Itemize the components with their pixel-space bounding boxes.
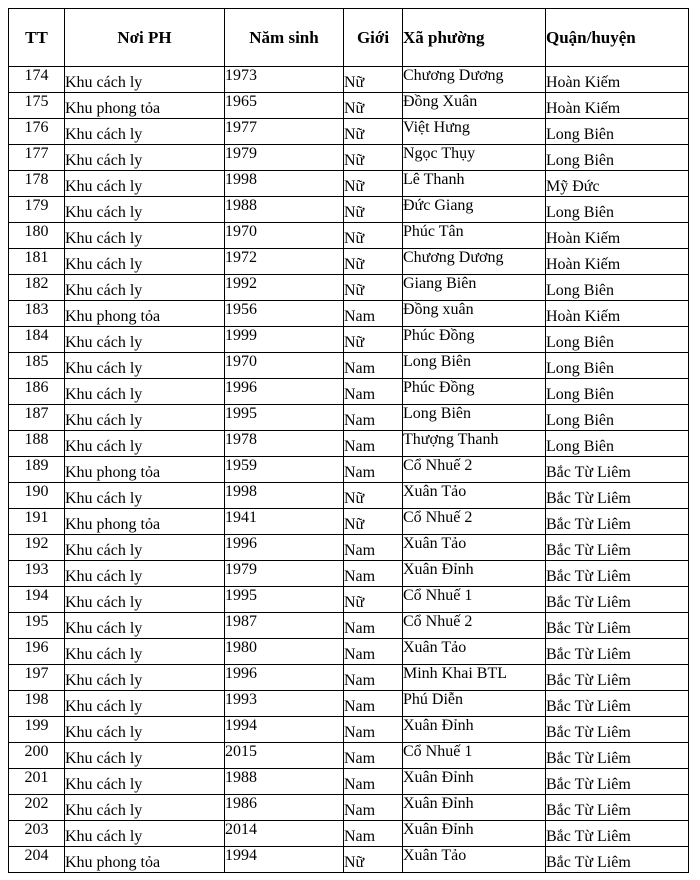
cell-nam-sinh: 1979 xyxy=(225,561,344,587)
cell-quan-huyen: Bắc Từ Liêm xyxy=(546,769,689,795)
table-row xyxy=(9,821,689,847)
cell-nam-sinh: 1996 xyxy=(225,665,344,691)
cell-gioi: Nam xyxy=(344,743,403,769)
cell-gioi: Nữ xyxy=(344,249,403,275)
cell-nam-sinh: 1973 xyxy=(225,67,344,93)
table-row xyxy=(9,249,689,275)
cell-gioi: Nữ xyxy=(344,93,403,119)
table-row xyxy=(9,561,689,587)
cell-gioi: Nam xyxy=(344,769,403,795)
header-xa-phuong: Xã phường xyxy=(403,9,546,67)
cell-nam-sinh: 1988 xyxy=(225,769,344,795)
cell-nam-sinh: 1993 xyxy=(225,691,344,717)
cell-quan-huyen: Bắc Từ Liêm xyxy=(546,665,689,691)
cell-xa-phuong: Thượng Thanh xyxy=(403,431,546,457)
cell-noi-ph: Khu cách ly xyxy=(65,769,225,795)
cell-gioi: Nữ xyxy=(344,171,403,197)
cell-nam-sinh: 1979 xyxy=(225,145,344,171)
cell-gioi: Nam xyxy=(344,379,403,405)
cell-gioi: Nam xyxy=(344,535,403,561)
cell-xa-phuong: Chương Dương xyxy=(403,249,546,275)
table-row xyxy=(9,769,689,795)
cell-quan-huyen: Bắc Từ Liêm xyxy=(546,639,689,665)
cell-noi-ph: Khu cách ly xyxy=(65,327,225,353)
cell-xa-phuong: Ngọc Thụy xyxy=(403,145,546,171)
cell-xa-phuong: Xuân Đỉnh xyxy=(403,795,546,821)
cell-gioi: Nam xyxy=(344,691,403,717)
cell-gioi: Nữ xyxy=(344,145,403,171)
cell-tt: 181 xyxy=(9,249,65,275)
cell-quan-huyen: Hoàn Kiếm xyxy=(546,301,689,327)
cell-tt: 193 xyxy=(9,561,65,587)
table-row xyxy=(9,379,689,405)
cell-tt: 202 xyxy=(9,795,65,821)
cell-tt: 187 xyxy=(9,405,65,431)
cell-quan-huyen: Bắc Từ Liêm xyxy=(546,795,689,821)
table-row xyxy=(9,743,689,769)
cell-xa-phuong: Cổ Nhuế 1 xyxy=(403,587,546,613)
cell-tt: 179 xyxy=(9,197,65,223)
cell-noi-ph: Khu cách ly xyxy=(65,119,225,145)
cell-xa-phuong: Phúc Đồng xyxy=(403,379,546,405)
cell-xa-phuong: Xuân Đỉnh xyxy=(403,561,546,587)
cell-xa-phuong: Lê Thanh xyxy=(403,171,546,197)
cell-xa-phuong: Long Biên xyxy=(403,405,546,431)
cell-noi-ph: Khu cách ly xyxy=(65,249,225,275)
table-row xyxy=(9,665,689,691)
cell-quan-huyen: Bắc Từ Liêm xyxy=(546,613,689,639)
cell-gioi: Nam xyxy=(344,457,403,483)
cell-noi-ph: Khu cách ly xyxy=(65,67,225,93)
cell-gioi: Nam xyxy=(344,431,403,457)
cell-noi-ph: Khu phong tỏa xyxy=(65,457,225,483)
cell-quan-huyen: Bắc Từ Liêm xyxy=(546,457,689,483)
case-table xyxy=(8,8,689,873)
cell-noi-ph: Khu cách ly xyxy=(65,561,225,587)
cell-xa-phuong: Xuân Tảo xyxy=(403,847,546,873)
header-quan-huyen: Quận/huyện xyxy=(546,9,689,67)
header-row xyxy=(9,9,689,67)
cell-tt: 197 xyxy=(9,665,65,691)
cell-xa-phuong: Xuân Đỉnh xyxy=(403,821,546,847)
table-row xyxy=(9,847,689,873)
cell-nam-sinh: 1996 xyxy=(225,379,344,405)
cell-quan-huyen: Mỹ Đức xyxy=(546,171,689,197)
cell-noi-ph: Khu cách ly xyxy=(65,353,225,379)
cell-noi-ph: Khu phong tỏa xyxy=(65,301,225,327)
table-row xyxy=(9,405,689,431)
cell-noi-ph: Khu cách ly xyxy=(65,639,225,665)
cell-nam-sinh: 1965 xyxy=(225,93,344,119)
header-tt: TT xyxy=(9,9,65,67)
cell-quan-huyen: Hoàn Kiếm xyxy=(546,223,689,249)
cell-quan-huyen: Bắc Từ Liêm xyxy=(546,743,689,769)
cell-tt: 174 xyxy=(9,67,65,93)
cell-tt: 184 xyxy=(9,327,65,353)
cell-quan-huyen: Bắc Từ Liêm xyxy=(546,509,689,535)
cell-quan-huyen: Long Biên xyxy=(546,145,689,171)
cell-gioi: Nam xyxy=(344,639,403,665)
table-row xyxy=(9,67,689,93)
cell-tt: 190 xyxy=(9,483,65,509)
cell-noi-ph: Khu cách ly xyxy=(65,613,225,639)
table-row xyxy=(9,197,689,223)
table-row xyxy=(9,509,689,535)
cell-nam-sinh: 1999 xyxy=(225,327,344,353)
cell-gioi: Nữ xyxy=(344,67,403,93)
table-row xyxy=(9,613,689,639)
header-noi-ph: Nơi PH xyxy=(65,9,225,67)
cell-quan-huyen: Hoàn Kiếm xyxy=(546,249,689,275)
cell-quan-huyen: Bắc Từ Liêm xyxy=(546,483,689,509)
cell-nam-sinh: 1972 xyxy=(225,249,344,275)
cell-tt: 180 xyxy=(9,223,65,249)
cell-nam-sinh: 1995 xyxy=(225,405,344,431)
cell-noi-ph: Khu cách ly xyxy=(65,483,225,509)
cell-xa-phuong: Đức Giang xyxy=(403,197,546,223)
table-row xyxy=(9,483,689,509)
cell-quan-huyen: Long Biên xyxy=(546,197,689,223)
cell-noi-ph: Khu cách ly xyxy=(65,405,225,431)
cell-nam-sinh: 2015 xyxy=(225,743,344,769)
cell-quan-huyen: Long Biên xyxy=(546,327,689,353)
table-row xyxy=(9,93,689,119)
cell-xa-phuong: Phú Diễn xyxy=(403,691,546,717)
cell-quan-huyen: Hoàn Kiếm xyxy=(546,93,689,119)
cell-tt: 175 xyxy=(9,93,65,119)
cell-gioi: Nam xyxy=(344,405,403,431)
cell-gioi: Nam xyxy=(344,821,403,847)
cell-nam-sinh: 1986 xyxy=(225,795,344,821)
cell-gioi: Nam xyxy=(344,301,403,327)
cell-gioi: Nữ xyxy=(344,587,403,613)
cell-noi-ph: Khu cách ly xyxy=(65,691,225,717)
cell-xa-phuong: Cổ Nhuế 2 xyxy=(403,613,546,639)
cell-tt: 183 xyxy=(9,301,65,327)
cell-noi-ph: Khu cách ly xyxy=(65,665,225,691)
cell-tt: 185 xyxy=(9,353,65,379)
cell-xa-phuong: Phúc Đồng xyxy=(403,327,546,353)
cell-gioi: Nam xyxy=(344,665,403,691)
header-nam-sinh: Năm sinh xyxy=(225,9,344,67)
table-row xyxy=(9,795,689,821)
cell-tt: 182 xyxy=(9,275,65,301)
cell-tt: 188 xyxy=(9,431,65,457)
cell-xa-phuong: Long Biên xyxy=(403,353,546,379)
cell-tt: 194 xyxy=(9,587,65,613)
cell-xa-phuong: Phúc Tân xyxy=(403,223,546,249)
table-row xyxy=(9,457,689,483)
cell-quan-huyen: Long Biên xyxy=(546,353,689,379)
cell-quan-huyen: Long Biên xyxy=(546,379,689,405)
cell-nam-sinh: 2014 xyxy=(225,821,344,847)
cell-xa-phuong: Cổ Nhuế 2 xyxy=(403,509,546,535)
cell-xa-phuong: Giang Biên xyxy=(403,275,546,301)
cell-tt: 196 xyxy=(9,639,65,665)
cell-noi-ph: Khu cách ly xyxy=(65,717,225,743)
cell-tt: 176 xyxy=(9,119,65,145)
cell-noi-ph: Khu cách ly xyxy=(65,145,225,171)
table-row xyxy=(9,639,689,665)
cell-quan-huyen: Bắc Từ Liêm xyxy=(546,821,689,847)
cell-noi-ph: Khu cách ly xyxy=(65,223,225,249)
cell-xa-phuong: Cổ Nhuế 2 xyxy=(403,457,546,483)
cell-tt: 195 xyxy=(9,613,65,639)
cell-nam-sinh: 1988 xyxy=(225,197,344,223)
header-gioi: Giới xyxy=(344,9,403,67)
cell-quan-huyen: Bắc Từ Liêm xyxy=(546,561,689,587)
cell-xa-phuong: Xuân Đỉnh xyxy=(403,769,546,795)
cell-xa-phuong: Việt Hưng xyxy=(403,119,546,145)
cell-tt: 199 xyxy=(9,717,65,743)
table-row xyxy=(9,145,689,171)
cell-quan-huyen: Bắc Từ Liêm xyxy=(546,587,689,613)
cell-quan-huyen: Hoàn Kiếm xyxy=(546,67,689,93)
cell-noi-ph: Khu phong tỏa xyxy=(65,509,225,535)
cell-nam-sinh: 1987 xyxy=(225,613,344,639)
cell-gioi: Nữ xyxy=(344,327,403,353)
cell-gioi: Nam xyxy=(344,561,403,587)
cell-quan-huyen: Bắc Từ Liêm xyxy=(546,691,689,717)
cell-quan-huyen: Long Biên xyxy=(546,275,689,301)
table-row xyxy=(9,431,689,457)
cell-xa-phuong: Minh Khai BTL xyxy=(403,665,546,691)
cell-xa-phuong: Chương Dương xyxy=(403,67,546,93)
cell-xa-phuong: Xuân Đỉnh xyxy=(403,717,546,743)
table-row xyxy=(9,327,689,353)
cell-nam-sinh: 1994 xyxy=(225,847,344,873)
cell-xa-phuong: Xuân Tảo xyxy=(403,535,546,561)
cell-nam-sinh: 1977 xyxy=(225,119,344,145)
cell-noi-ph: Khu cách ly xyxy=(65,379,225,405)
cell-gioi: Nam xyxy=(344,353,403,379)
cell-nam-sinh: 1995 xyxy=(225,587,344,613)
table-row xyxy=(9,119,689,145)
cell-tt: 178 xyxy=(9,171,65,197)
cell-noi-ph: Khu cách ly xyxy=(65,587,225,613)
cell-tt: 191 xyxy=(9,509,65,535)
cell-quan-huyen: Long Biên xyxy=(546,431,689,457)
cell-quan-huyen: Bắc Từ Liêm xyxy=(546,717,689,743)
table-header xyxy=(9,9,689,67)
table-row xyxy=(9,587,689,613)
cell-xa-phuong: Cổ Nhuế 1 xyxy=(403,743,546,769)
table-row xyxy=(9,353,689,379)
cell-gioi: Nữ xyxy=(344,197,403,223)
cell-gioi: Nữ xyxy=(344,119,403,145)
cell-nam-sinh: 1970 xyxy=(225,223,344,249)
cell-gioi: Nữ xyxy=(344,509,403,535)
cell-nam-sinh: 1992 xyxy=(225,275,344,301)
cell-noi-ph: Khu cách ly xyxy=(65,743,225,769)
table-row xyxy=(9,691,689,717)
cell-quan-huyen: Bắc Từ Liêm xyxy=(546,847,689,873)
table-row xyxy=(9,223,689,249)
cell-nam-sinh: 1980 xyxy=(225,639,344,665)
cell-nam-sinh: 1978 xyxy=(225,431,344,457)
cell-xa-phuong: Xuân Tảo xyxy=(403,483,546,509)
cell-tt: 201 xyxy=(9,769,65,795)
table-row xyxy=(9,275,689,301)
cell-quan-huyen: Bắc Từ Liêm xyxy=(546,535,689,561)
cell-noi-ph: Khu phong tỏa xyxy=(65,93,225,119)
cell-nam-sinh: 1941 xyxy=(225,509,344,535)
cell-gioi: Nam xyxy=(344,613,403,639)
cell-gioi: Nữ xyxy=(344,483,403,509)
cell-quan-huyen: Long Biên xyxy=(546,119,689,145)
cell-xa-phuong: Đồng Xuân xyxy=(403,93,546,119)
cell-gioi: Nam xyxy=(344,795,403,821)
cell-noi-ph: Khu cách ly xyxy=(65,171,225,197)
table-body xyxy=(9,67,689,873)
cell-gioi: Nữ xyxy=(344,275,403,301)
cell-noi-ph: Khu phong tỏa xyxy=(65,847,225,873)
cell-nam-sinh: 1998 xyxy=(225,483,344,509)
cell-tt: 192 xyxy=(9,535,65,561)
cell-gioi: Nữ xyxy=(344,847,403,873)
table-row xyxy=(9,301,689,327)
table-row xyxy=(9,535,689,561)
cell-noi-ph: Khu cách ly xyxy=(65,535,225,561)
cell-quan-huyen: Long Biên xyxy=(546,405,689,431)
cell-nam-sinh: 1998 xyxy=(225,171,344,197)
cell-gioi: Nữ xyxy=(344,223,403,249)
cell-xa-phuong: Đồng xuân xyxy=(403,301,546,327)
cell-tt: 177 xyxy=(9,145,65,171)
cell-noi-ph: Khu cách ly xyxy=(65,821,225,847)
cell-tt: 198 xyxy=(9,691,65,717)
cell-noi-ph: Khu cách ly xyxy=(65,431,225,457)
cell-xa-phuong: Xuân Tảo xyxy=(403,639,546,665)
cell-tt: 200 xyxy=(9,743,65,769)
cell-nam-sinh: 1959 xyxy=(225,457,344,483)
cell-noi-ph: Khu cách ly xyxy=(65,795,225,821)
table-row xyxy=(9,171,689,197)
cell-tt: 203 xyxy=(9,821,65,847)
cell-tt: 189 xyxy=(9,457,65,483)
cell-tt: 204 xyxy=(9,847,65,873)
cell-nam-sinh: 1994 xyxy=(225,717,344,743)
cell-noi-ph: Khu cách ly xyxy=(65,275,225,301)
cell-noi-ph: Khu cách ly xyxy=(65,197,225,223)
cell-nam-sinh: 1996 xyxy=(225,535,344,561)
cell-gioi: Nam xyxy=(344,717,403,743)
cell-nam-sinh: 1956 xyxy=(225,301,344,327)
table-row xyxy=(9,717,689,743)
cell-tt: 186 xyxy=(9,379,65,405)
cell-nam-sinh: 1970 xyxy=(225,353,344,379)
